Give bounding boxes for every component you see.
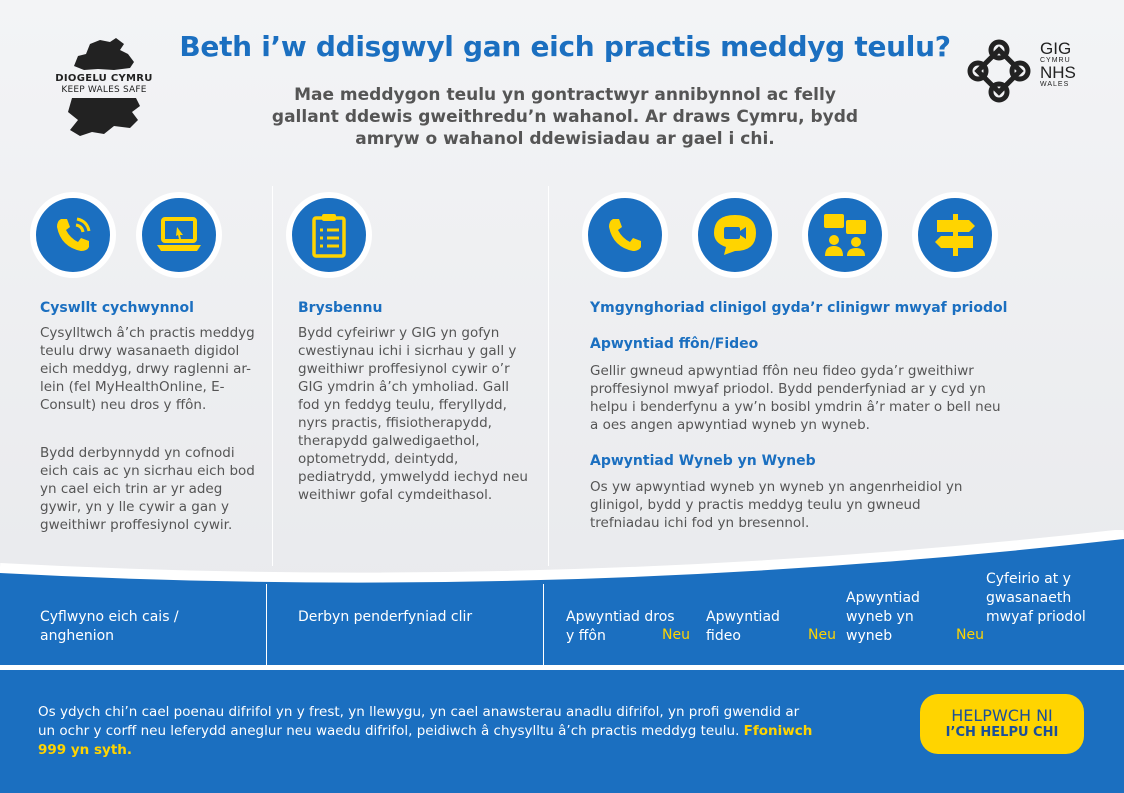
col2-heading: Brysbennu [298,300,383,316]
phone-signal-icon [30,192,116,278]
band-divider-1 [266,584,267,666]
wales-map-lower-icon [44,96,164,140]
band-step-submit: Cyflwyno eich cais / anghenion [40,609,179,644]
warning-text: Os ydych chi’n cael poenau difrifol yn y frest, yn llewygu, yn cael anawsterau anadlu difrifol, yn profi gwendid ar un ochr y corff neu leferydd aneglur neu waedu difrifol, peidiwch â chysylltu â’ch practis meddyg teulu. [38,704,800,739]
col1-para2: Bydd derbynnydd yn cofnodi eich cais ac yn sicrhau eich bod yn cael eich trin ar yr adeg gywir, yn y lle cywir a gan y gweithiwr proffesiynol cywir. [40,445,255,533]
page-title: Beth i’w ddisgwyl gan eich practis meddyg teulu? [179,30,951,63]
celtic-knot-icon [966,38,1032,104]
col3-heading: Ymgynghoriad clinigol gyda’r clinigwr mwyaf priodol [590,300,1008,316]
video-chat-icon [692,192,778,278]
logo-nhs: NHS [1040,63,1076,82]
band-option-signposting: Cyfeirio at y gwasanaeth mwyaf priodol [986,571,1086,625]
band-option-video: Apwyntiad fideo [706,609,780,644]
keep-wales-safe-logo [44,36,164,136]
band-divider-2 [543,584,544,666]
col3-subheading-face-to-face: Apwyntiad Wyneb yn Wyneb [590,453,816,469]
wales-map-icon [44,36,164,72]
help-us-badge [920,694,1084,754]
band-neu-2: Neu [808,627,836,643]
col3-subheading-phone-video: Apwyntiad ffôn/Fideo [590,336,759,352]
col2-para1: Bydd cyfeiriwr y GIG yn gofyn cwestiynau ichi i sicrhau y gall y gweithiwr proffesiynol cywir o’r GIG ymdrin â’ch ymholiad. Gall fod yn feddyg teulu, fferyllydd, nyrs practis, ffisiotherapydd, therapydd galwedigaethol, optometrydd, deintydd, pediatrydd, ymwelydd iechyd neu weithiwr gofal cymdeithasol. [298,325,528,503]
logo-line2: KEEP WALES SAFE [61,85,147,95]
page-subtitle: Mae meddygon teulu yn gontractwyr annibynnol ac felly gallant ddewis gweithredu’n wahanol. Ar draws Cymru, bydd amryw o wahanol ddewisiadau ar gael i chi. [271,85,859,149]
warning-call-999: Ffoniwch 999 yn syth. [38,723,813,758]
band-option-phone: Apwyntiad dros y ffôn [566,609,675,644]
phone-icon [582,192,668,278]
signpost-icon [912,192,998,278]
column-divider-1 [272,186,273,566]
clipboard-icon [286,192,372,278]
col3-para2: Os yw apwyntiad wyneb yn wyneb yn angenrheidiol yn glinigol, bydd y practis meddyg teulu yn gwneud trefniadau ichi fod yn bresennol. [590,479,963,531]
people-chat-icon [802,192,888,278]
band-option-face-to-face: Apwyntiad wyneb yn wyneb [846,590,920,644]
band-neu-1: Neu [662,627,690,643]
col1-para1: Cysylltwch â’ch practis meddyg teulu drwy wasanaeth digidol eich meddyg, drwy raglenni ar-lein (fel MyHealthOnline, E-Consult) neu dros y ffôn. [40,325,255,413]
column-divider-2 [548,186,549,566]
help-badge-line2: I’CH HELPU CHI [945,725,1059,740]
laptop-icon [136,192,222,278]
band-neu-3: Neu [956,627,984,643]
col3-para1: Gellir gwneud apwyntiad ffôn neu fideo gyda’r gweithiwr proffesiynol mwyaf priodol. Bydd penderfyniad ar y cyd yn helpu i benderfynu a yw’n bosibl ymdrin â’r mater o bell neu a oes angen apwyntiad wyneb yn wyneb. [590,363,1001,433]
nhs-wales-logo [966,38,1096,108]
logo-wales: WALES [1040,81,1070,88]
emergency-warning [38,703,818,760]
col1-heading: Cyswllt cychwynnol [40,300,194,316]
logo-cymru: CYMRU [1040,57,1071,64]
band-step-decision: Derbyn penderfyniad clir [298,609,473,625]
logo-line1: DIOGELU CYMRU [55,73,153,84]
help-badge-line1: HELPWCH NI [951,706,1053,725]
logo-gig: GIG [1040,39,1072,58]
